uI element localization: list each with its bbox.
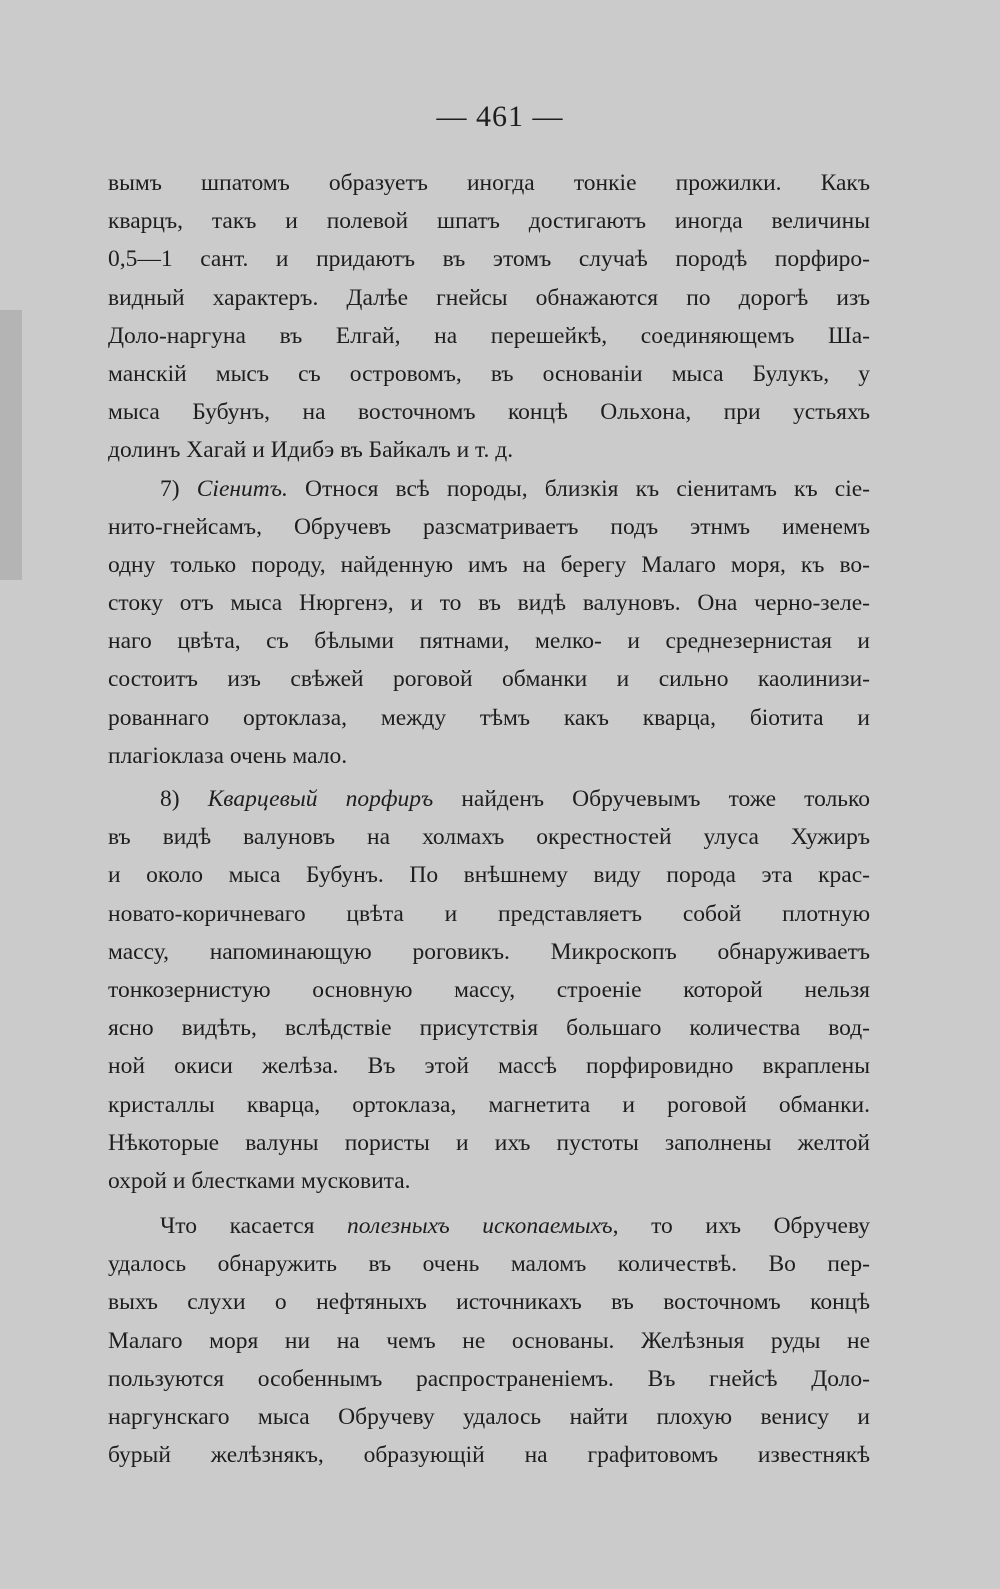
text-line: тонкозернистую основную массу, строеніе которой нельзя	[108, 976, 870, 1003]
text-line: Нѣкоторые валуны пористы и ихъ пустоты заполнены желтой	[108, 1129, 870, 1156]
text-line: кварцъ, такъ и полевой шпатъ достигаютъ иногда величины	[108, 208, 870, 235]
text-line: манскій мысъ съ островомъ, въ основаніи мыса Булукъ, у	[108, 360, 870, 387]
text-line: нито-гнейсамъ, Обручевъ разсматриваетъ подъ этнмъ именемъ	[108, 513, 870, 540]
text-line: выхъ слухи о нефтяныхъ источникахъ въ восточномъ концѣ	[108, 1289, 870, 1316]
item-number: 8)	[160, 786, 208, 812]
text-line: состоитъ изъ свѣжей роговой обманки и сильно каолинизи-	[108, 666, 870, 693]
paragraph-quartz-porphyry	[108, 780, 870, 1200]
italic-term: Сіенитъ.	[196, 475, 288, 502]
text-line: ясно видѣть, вслѣдствіе присутствія большаго количества вод-	[108, 1015, 870, 1042]
text-line: мыса Бубунъ, на восточномъ концѣ Ольхона, при устьяхъ	[108, 399, 870, 426]
text-line: плагіоклаза очень мало.	[108, 742, 348, 769]
text-line: вымъ шпатомъ образуетъ иногда тонкіе прожилки. Какъ	[108, 170, 870, 196]
text-line: и около мыса Бубунъ. По внѣшнему виду порода эта крас-	[108, 862, 870, 889]
text-line: бурый желѣзнякъ, образующій на графитовомъ известнякѣ	[108, 1442, 870, 1469]
paragraph-syenite	[108, 470, 870, 776]
paragraph-gneiss-continuation	[108, 164, 870, 470]
binding-shadow	[0, 310, 22, 580]
line-rest: найденъ Обручевымъ тоже только	[433, 786, 870, 812]
text-line: Малаго моря ни на чемъ не основаны. Желѣзныя руды не	[108, 1327, 870, 1354]
text-line: охрой и блестками мусковита.	[108, 1167, 411, 1194]
text-line	[108, 470, 870, 508]
text-line: Доло-наргуна въ Елгай, на перешейкѣ, соединяющемъ Ша-	[108, 322, 870, 349]
text-line: рованнаго ортоклаза, между тѣмъ какъ кварца, біотита и	[108, 704, 870, 731]
text-line: наргунскаго мыса Обручеву удалось найти плохую венису и	[108, 1404, 870, 1430]
text-line: кристаллы кварца, ортоклаза, магнетита и роговой обманки.	[108, 1091, 870, 1118]
body-text	[108, 164, 870, 1474]
text-line: въ видѣ валуновъ на холмахъ окрестностей улуса Хужиръ	[108, 824, 870, 851]
paragraph-useful-minerals	[108, 1207, 870, 1474]
text-line: видный характеръ. Далѣе гнейсы обнажаются по дорогѣ изъ	[108, 284, 870, 311]
text-line	[108, 780, 870, 818]
italic-term: полезныхъ ископаемыхъ	[347, 1213, 613, 1240]
text-line: пользуются особеннымъ распространеніемъ. Въ гнейсѣ Доло-	[108, 1365, 870, 1392]
italic-term: Кварцевый порфиръ	[207, 786, 434, 812]
line-rest: , то ихъ Обручеву	[612, 1213, 870, 1240]
text-line: новато-коричневаго цвѣта и представляетъ собой плотную	[108, 900, 870, 927]
text-line: долинъ Хагай и Идибэ въ Байкалъ и т. д.	[108, 437, 514, 464]
text-line: одну только породу, найденную имъ на берегу Малаго моря, къ во-	[108, 551, 870, 578]
text-line: удалось обнаружить въ очень маломъ количествѣ. Во пер-	[108, 1251, 870, 1278]
text-line: наго цвѣта, съ бѣлыми пятнами, мелко- и среднезернистая и	[108, 628, 870, 655]
text-line: массу, напоминающую роговикъ. Микроскопъ обнаруживаетъ	[108, 938, 870, 965]
text-line: ной окиси желѣза. Въ этой массѣ порфировидно вкраплены	[108, 1053, 870, 1080]
text-line	[108, 1207, 870, 1245]
line-rest: Относя всѣ породы, близкія къ сіенитамъ къ сіе-	[287, 475, 870, 502]
text-line: стоку отъ мыса Нюргенэ, и то въ видѣ валуновъ. Она черно-зеле-	[108, 590, 870, 617]
item-number: 7)	[160, 475, 197, 502]
line-start: Что касается	[160, 1213, 348, 1240]
text-line: 0,5—1 сант. и придаютъ въ этомъ случаѣ породѣ порфиро-	[108, 246, 870, 273]
page-number: — 461 —	[436, 100, 564, 133]
